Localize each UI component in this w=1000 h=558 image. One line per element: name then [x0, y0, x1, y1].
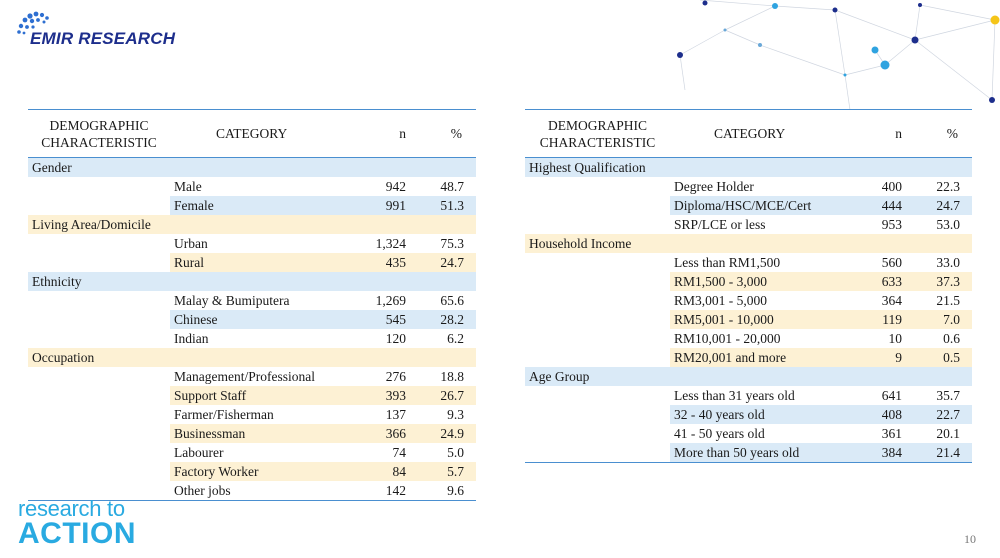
section-row-occupation: [28, 348, 476, 367]
pct-cell: 51.3: [410, 196, 476, 215]
table-header-row: [525, 110, 972, 158]
section-row-highest-qualification: [525, 158, 972, 178]
pct-cell: 65.6: [440, 293, 464, 308]
category-cell: 41 - 50 years old: [674, 426, 765, 441]
page-number: 10: [964, 532, 976, 546]
pct-cell: 22.7: [906, 405, 972, 424]
table-row: [525, 310, 972, 329]
section-row-living-area: [28, 215, 476, 234]
n-cell: 393: [356, 386, 410, 405]
table-row: [28, 405, 476, 424]
brand-line1: research to: [18, 496, 125, 521]
n-cell: 384: [848, 443, 906, 463]
category-cell: Less than 31 years old: [674, 388, 795, 403]
category-cell: Indian: [174, 331, 209, 346]
pct-cell: 53.0: [936, 217, 960, 232]
category-cell: Less than RM1,500: [674, 255, 781, 270]
category-cell: Degree Holder: [674, 179, 754, 194]
pct-cell: 75.3: [440, 236, 464, 251]
category-cell: Factory Worker: [170, 462, 356, 481]
table-row: [525, 196, 972, 215]
pct-cell: 7.0: [906, 310, 972, 329]
n-cell: 408: [848, 405, 906, 424]
n-cell: 120: [385, 331, 406, 346]
category-cell: Male: [174, 179, 202, 194]
n-cell: 119: [848, 310, 906, 329]
table-row: [28, 253, 476, 272]
table-row: [525, 177, 972, 196]
n-cell: 137: [385, 407, 406, 422]
category-cell: Rural: [170, 253, 356, 272]
column-header-pct: %: [946, 126, 958, 141]
pct-cell: 9.3: [447, 407, 464, 422]
section-row-ethnicity: [28, 272, 476, 291]
category-cell: SRP/LCE or less: [674, 217, 766, 232]
column-header-characteristic: DEMOGRAPHIC CHARACTERISTIC: [41, 117, 157, 150]
table-row: [28, 462, 476, 481]
pct-cell: 28.2: [410, 310, 476, 329]
research-to-action-logo: [18, 498, 136, 548]
category-cell: Management/Professional: [174, 369, 315, 384]
pct-cell: 24.7: [906, 196, 972, 215]
n-cell: 276: [385, 369, 406, 384]
table-header-row: [28, 110, 476, 158]
category-cell: Female: [170, 196, 356, 215]
category-cell: 32 - 40 years old: [670, 405, 848, 424]
left-demographic-table: [28, 109, 476, 501]
pct-cell: 5.0: [447, 445, 464, 460]
n-cell: 1,269: [375, 293, 406, 308]
n-cell: 366: [356, 424, 410, 443]
table-row: [28, 367, 476, 386]
pct-cell: 5.7: [410, 462, 476, 481]
n-cell: 633: [848, 272, 906, 291]
n-cell: 444: [848, 196, 906, 215]
table-row: [525, 329, 972, 348]
category-cell: Chinese: [170, 310, 356, 329]
table-row: [525, 291, 972, 310]
section-title: Age Group: [525, 367, 972, 386]
pct-cell: 26.7: [410, 386, 476, 405]
column-header-category: CATEGORY: [216, 126, 288, 141]
brand-line2: ACTION: [18, 517, 136, 550]
section-title: Living Area/Domicile: [28, 215, 476, 234]
section-row-age-group: [525, 367, 972, 386]
section-row-household-income: [525, 234, 972, 253]
table-row: [28, 291, 476, 310]
table-row: [28, 424, 476, 443]
table-row: [525, 386, 972, 405]
category-cell: RM5,001 - 10,000: [670, 310, 848, 329]
category-cell: RM3,001 - 5,000: [674, 293, 768, 308]
category-cell: RM1,500 - 3,000: [670, 272, 848, 291]
column-header-pct: %: [450, 126, 462, 141]
pct-cell: 33.0: [936, 255, 960, 270]
category-cell: Labourer: [174, 445, 224, 460]
pct-cell: 22.3: [936, 179, 960, 194]
table-row: [525, 253, 972, 272]
table-row: [28, 234, 476, 253]
table-row: [28, 386, 476, 405]
n-cell: 641: [881, 388, 902, 403]
category-cell: Businessman: [170, 424, 356, 443]
table-row: [525, 348, 972, 367]
n-cell: 1,324: [375, 236, 406, 251]
n-cell: 10: [888, 331, 902, 346]
n-cell: 74: [392, 445, 406, 460]
table-row: [525, 215, 972, 234]
category-cell: Support Staff: [170, 386, 356, 405]
n-cell: 435: [356, 253, 410, 272]
column-header-n: n: [895, 126, 902, 141]
category-cell: Urban: [174, 236, 208, 251]
pct-cell: 48.7: [440, 179, 464, 194]
pct-cell: 20.1: [936, 426, 960, 441]
category-cell: Other jobs: [174, 483, 231, 498]
n-cell: 991: [356, 196, 410, 215]
category-cell: RM20,001 and more: [670, 348, 848, 367]
table-row: [28, 310, 476, 329]
section-row-gender: [28, 158, 476, 178]
section-title: Household Income: [525, 234, 972, 253]
category-cell: Farmer/Fisherman: [174, 407, 274, 422]
pct-cell: 24.7: [410, 253, 476, 272]
n-cell: 942: [385, 179, 406, 194]
category-cell: More than 50 years old: [670, 443, 848, 463]
n-cell: 142: [385, 483, 406, 498]
category-cell: Diploma/HSC/MCE/Cert: [670, 196, 848, 215]
category-cell: RM10,001 - 20,000: [674, 331, 781, 346]
n-cell: 560: [881, 255, 902, 270]
network-decoration-icon: [660, 0, 1000, 110]
right-demographic-table: [525, 109, 972, 463]
pct-cell: 24.9: [410, 424, 476, 443]
pct-cell: 21.5: [936, 293, 960, 308]
pct-cell: 18.8: [440, 369, 464, 384]
column-header-n: n: [399, 126, 406, 141]
pct-cell: 0.5: [906, 348, 972, 367]
table-row: [28, 329, 476, 348]
table-row: [525, 405, 972, 424]
table-row: [28, 443, 476, 462]
section-title: Gender: [28, 158, 476, 178]
section-title: Ethnicity: [28, 272, 476, 291]
pct-cell: 6.2: [447, 331, 464, 346]
section-title: Highest Qualification: [525, 158, 972, 178]
column-header-characteristic: DEMOGRAPHIC CHARACTERISTIC: [539, 117, 656, 150]
n-cell: 400: [881, 179, 902, 194]
n-cell: 84: [356, 462, 410, 481]
table-row: [28, 196, 476, 215]
pct-cell: 21.4: [906, 443, 972, 463]
table-row: [525, 443, 972, 463]
logo-text: EMIR RESEARCH: [30, 29, 176, 48]
pct-cell: 0.6: [943, 331, 960, 346]
pct-cell: 35.7: [936, 388, 960, 403]
n-cell: 9: [848, 348, 906, 367]
pct-cell: 37.3: [906, 272, 972, 291]
table-row: [525, 272, 972, 291]
table-row: [28, 177, 476, 196]
emir-research-logo: [14, 10, 214, 54]
table-row: [525, 424, 972, 443]
n-cell: 364: [881, 293, 902, 308]
n-cell: 953: [881, 217, 902, 232]
n-cell: 361: [881, 426, 902, 441]
column-header-category: CATEGORY: [714, 126, 786, 141]
section-title: Occupation: [28, 348, 476, 367]
n-cell: 545: [356, 310, 410, 329]
category-cell: Malay & Bumiputera: [174, 293, 290, 308]
pct-cell: 9.6: [447, 483, 464, 498]
